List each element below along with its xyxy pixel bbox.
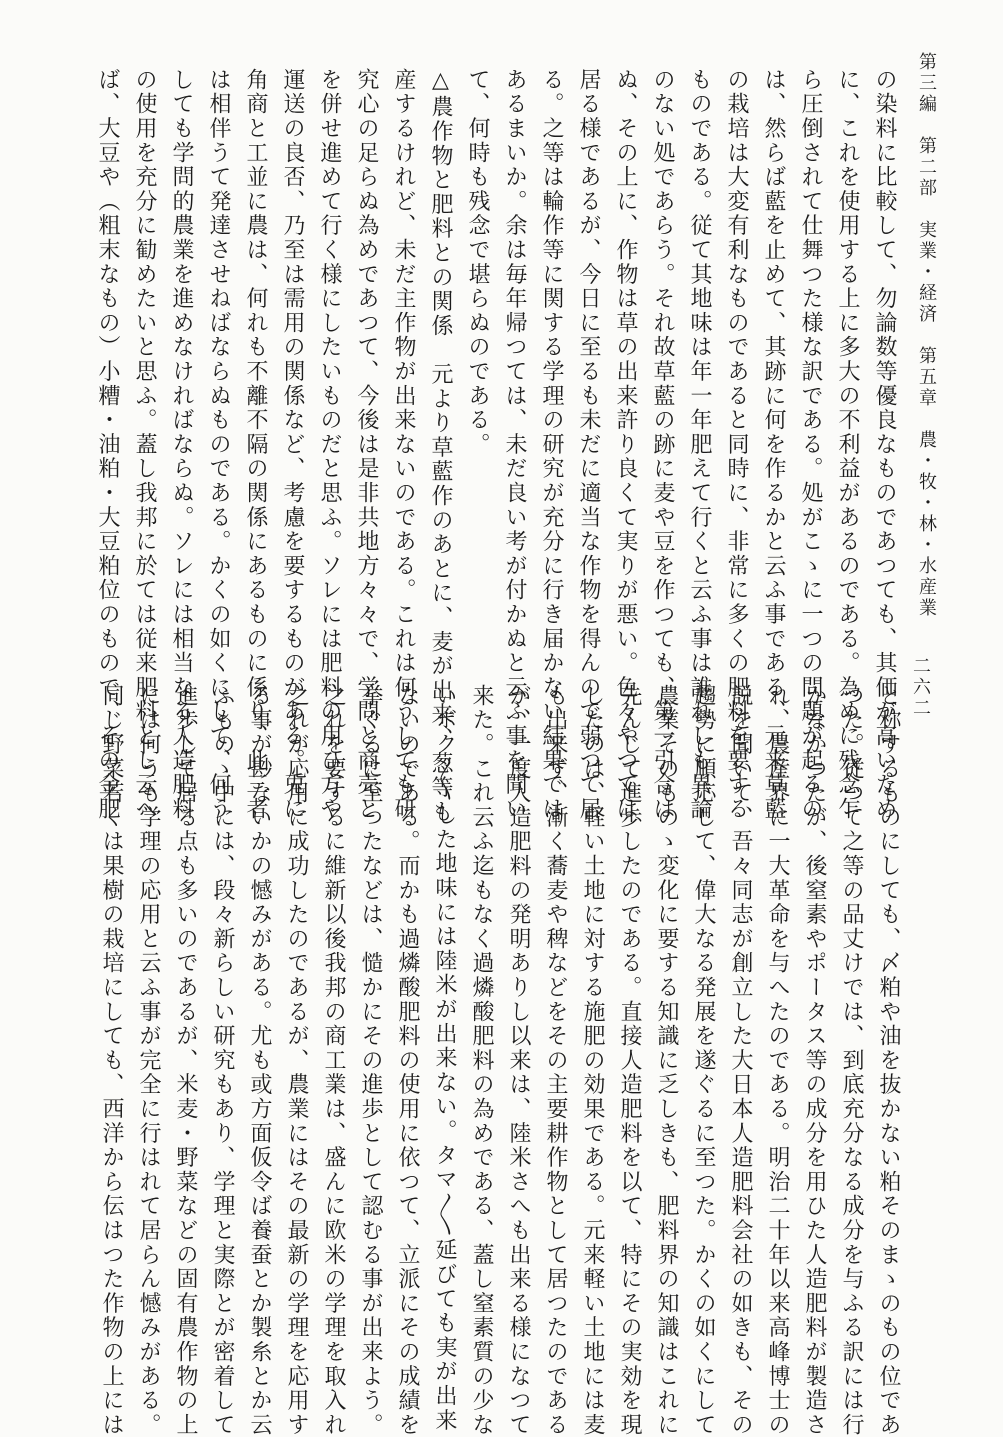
text-line: 進歩して居る点も多いのであるが、米麦・野菜などの固有農作物の上 bbox=[173, 684, 198, 1437]
text-line: と称するものにしても、〆粕や油を抜かない粕そのまゝのもの位であ bbox=[876, 684, 901, 1437]
text-line: に、これを使用する上に多大の不利益があるのである。為めに残念乍 bbox=[835, 68, 860, 822]
text-line: 之れが応用に成功したのであるが、農業にはその最新の学理を応用す bbox=[284, 684, 309, 1437]
page-number: 二六二 bbox=[910, 656, 931, 719]
text-line: の使用を充分に勧めたいと思ふ。蓋し我邦に於ては従来肥料とし云へ bbox=[132, 68, 157, 822]
text-line: ふものゝ中には、段々新らしい研究もあり、学理と実際とが密着して bbox=[210, 684, 235, 1437]
text-line: いボク〳〵した地味には陸米が出来ない。タマ〳〵延びても実が出来 bbox=[432, 684, 457, 1433]
text-line: は、然らば藍を止めて、其跡に何を作るかと云ふ事である、元来草藍 bbox=[761, 68, 786, 822]
text-line: れ、農産界に一大革命を与へたのである。明治二十年以来高峰博士の bbox=[765, 684, 790, 1437]
running-header: 第三編 第二部 実業・経済 第五章 農・牧・林・水産業 bbox=[916, 52, 937, 619]
text-line: つた。従つて之等の品丈けでは、到底充分なる成分を与ふる訳には行 bbox=[839, 684, 864, 1437]
text-line: が、一度人造肥料の発明ありし以来は、陸米さへも出来る様になつて bbox=[506, 684, 531, 1437]
text-line: のない処であらう。それ故草藍の跡に麦や豆を作つても、第一引合は bbox=[650, 68, 675, 822]
text-line: したのは、軽い土地に対する施肥の効果である。元来軽い土地には麦 bbox=[580, 684, 605, 1437]
text-line: を併せ進めて行く様にしたいものだと思ふ。ソレには肥料の用ひ方や bbox=[317, 68, 342, 822]
top-text-block bbox=[89, 68, 903, 825]
text-line: 究心の足らぬ為めであつて、今後は是非共地方々々で、学問と商売と bbox=[354, 68, 379, 822]
text-line: 先んじて進歩したのである。直接人造肥料を以て、特にその実効を現 bbox=[617, 684, 642, 1437]
text-line: る事が尠ないかの憾みがある。尤も或方面仮令ば養蚕とか製糸とか云 bbox=[247, 684, 272, 1437]
text-line: 之れを要するに維新以後我邦の商工業は、盛んに欧米の学理を取入れ bbox=[321, 684, 346, 1437]
text-line: 運送の良否、乃至は需用の関係など、考慮を要するものがある。兎に bbox=[280, 68, 305, 822]
text-line: る。之等は輪作等に関する学理の研究が充分に行き届かない結果では bbox=[539, 68, 564, 822]
text-line: 趨勢に順応して、偉大なる発展を遂ぐるに至つた。かくの如くにして bbox=[691, 684, 716, 1437]
text-line: 産するけれど、未だ主作物が出来ないのである。これは何うしても研 bbox=[391, 68, 416, 822]
text-line: ぬ、その上に、作物は草の出来許り良くて実りが悪い。色々やつては bbox=[613, 68, 638, 822]
text-line: 説を聞いて、吾々同志が創立した大日本人造肥料会社の如きも、その bbox=[728, 684, 753, 1437]
text-line: は相伴うて発達させねばならぬものである。かくの如くにして、何う bbox=[206, 68, 231, 822]
text-line: かなかつたが、後窒素やポータス等の成分を用ひた人造肥料が製造さ bbox=[802, 684, 827, 1437]
text-line: ものである。従て其地味は年一年肥えて行くと云ふ事は誰れしも異論 bbox=[687, 68, 712, 822]
text-line: も出来ず、漸く蕎麦や稗などをその主要耕作物として居つたのである bbox=[543, 684, 568, 1437]
text-line: しても学問的農業を進めなければならぬ。ソレには相当なる人造肥料 bbox=[169, 68, 194, 822]
text-line: 農業そのものゝ変化に要する知識に乏しきも、肥料界の知識はこれに bbox=[654, 684, 679, 1437]
text-line: ば、大豆や（粗末なもの）小糟・油粕・大豆粕位のもので、その金肥 bbox=[95, 68, 120, 822]
text-line: の栽培は大変有利なものであると同時に、非常に多くの肥料を要する bbox=[724, 68, 749, 822]
text-line: 居る様であるが、今日に至るも未だに適当な作物を得んので弱つて居 bbox=[576, 68, 601, 822]
text-line: △農作物と肥料との関係 元より草藍作のあとに、麦が出来、葱等も bbox=[428, 68, 453, 825]
text-line: 来た。これ云ふ迄もなく過燐酸肥料の為めである、蓋し窒素質の少な bbox=[469, 684, 494, 1437]
bottom-text-block bbox=[93, 684, 907, 1437]
text-line: には何うも学理の応用と云ふ事が完全に行はれて居らん憾みがある。 bbox=[136, 684, 161, 1437]
text-line: 挙ぐるに至つたなどは、慥かにその進歩として認むる事が出来よう。 bbox=[358, 684, 383, 1437]
text-line: て、何時も残念で堪らぬのである。 bbox=[465, 68, 490, 457]
text-line: ら圧倒されて仕舞つた様な訳である。処がこゝに一つの問題が起るの bbox=[798, 68, 823, 822]
text-line: あるまいか。余は毎年帰つては、未だ良い考が付かぬと云ふ事を聞い bbox=[502, 68, 527, 822]
text-line: 同じ野菜若くは果樹の栽培にしても、西洋から伝はつた作物の上には bbox=[99, 684, 124, 1437]
text-line: の染料に比較して、勿論数等優良なものであつても、其価が高いため bbox=[872, 68, 897, 822]
text-line: 角商と工並に農は、何れも不離不隔の関係にあるものに係り、此三者 bbox=[243, 68, 268, 822]
text-line: ないのである。而かも過燐酸肥料の使用に依つて、立派にその成績を bbox=[395, 684, 420, 1437]
